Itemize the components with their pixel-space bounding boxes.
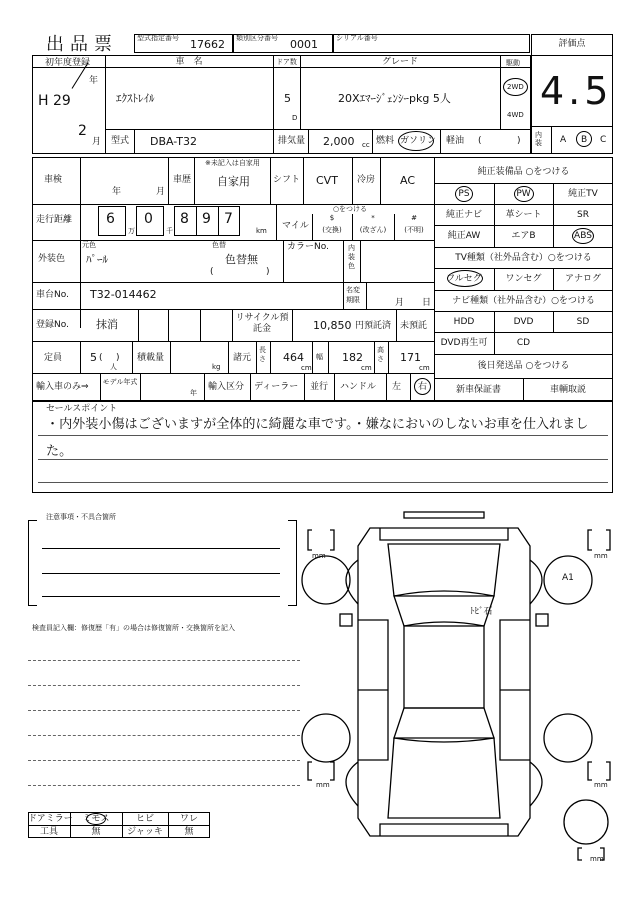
score-value: 4.5 [540,69,613,113]
doc-warranty: 新車保証書 [455,385,501,395]
opt-airbag: エアB [511,231,536,241]
width-unit: cm [361,364,372,372]
fuel-gas: ガソリン [400,136,437,146]
jack-value: 無 [184,827,194,837]
class-no-label: 類別区分番号 [236,34,278,42]
tv-oneseg: ワンセグ [505,274,542,284]
mileage-d2: 0 [144,211,153,227]
drive-label: 駆動 [506,59,520,67]
serial-label: シリアル番号 [336,34,378,42]
load-label: 積載量 [137,353,165,363]
mileage-unknown: (不明) [404,226,424,234]
factory-options-title: 純正装備品 ○をつける [477,167,570,177]
opt-navi: 純正ナビ [445,210,482,220]
mileage-sen: 千 [166,227,173,235]
color-no-label: カラーNo. [287,242,329,252]
doors-value: 5 [284,92,291,105]
model-no-value: 17662 [190,38,225,51]
mirror-crack: ヒビ [135,814,154,824]
mileage-dollar: $ [329,214,335,222]
mileage-d1: 6 [106,211,115,227]
fuel-paren-open: ( [478,136,482,146]
import-label: 輸入車のみ⇒ [36,382,89,392]
navi-sd: SD [576,317,590,327]
width-label: 幅 [316,353,323,361]
tools-label: 工具 [39,827,58,837]
mm-rear-right: mm [594,781,608,789]
mm-rear-left: mm [316,781,330,789]
expiry-label: 名変期限 [346,286,360,304]
sales-point-line1: ・内外装小傷はございますが全体的に綺麗な車です。・嫌なにおいのしないお車を仕入れまし [46,417,589,432]
orig-color-value: ﾊﾟｰﾙ [86,253,108,266]
length-label: 長さ [259,346,266,363]
mm-front-left: mm [312,552,326,560]
ac-value: AC [400,174,416,187]
dvd-playable: DVD再生可 [440,338,488,348]
opt-pw: PW [516,189,531,199]
chassis-label: 車台No. [36,290,69,300]
sales-point-line2: た。 [46,444,73,459]
mileage-exchange: (交換) [322,226,342,234]
first-reg-label: 初年度登録 [45,58,91,68]
caution-bracket-right [288,520,297,606]
docs-title: 後日発送品 ○をつける [477,361,570,371]
mileage-label: 走行距離 [36,215,73,225]
interior-grade-c: C [600,135,607,145]
orig-color-label: 元色 [82,241,96,249]
mileage-d3: 8 [180,211,189,227]
caution-label: 注意事項・不具合箇所 [46,513,116,521]
repaint-value: 色替無 [225,253,258,266]
recycle-paid: 円預託済 [355,321,392,331]
interior-grade-a: A [560,135,567,145]
mileage-circle-note: ○をつける [332,205,368,213]
import-dealer: ディーラー [254,382,299,392]
import-parallel: 並行 [310,382,329,392]
height-unit: cm [419,364,430,372]
int-color-label: 内装色 [348,244,355,270]
history-note: ※未記入は自家用 [205,159,260,167]
doors-label: ドア数 [276,58,297,66]
opt-abs: ABS [574,231,592,241]
recycle-unpaid: 未預託 [400,321,428,331]
opt-tv: 純正TV [568,189,598,199]
first-reg-month: 2 [78,123,87,139]
tools-value: 無 [91,827,101,837]
import-class-label: 輸入区分 [208,382,245,392]
damage-a1: A1 [562,573,574,583]
displacement-label: 排気量 [278,136,306,146]
chassis-value: T32-014462 [90,288,157,301]
mileage-hash: # [411,214,417,222]
navi-title: ナビ種類（社外品含む）○をつける [452,296,595,306]
repaint-paren-close: ) [266,267,270,277]
first-reg-month-unit: 月 [92,137,102,147]
handle-left: 左 [392,382,402,392]
door-suffix: D [292,114,298,122]
damage-stone-chip: ﾄﾋﾞ石 [470,607,493,617]
history-value: 自家用 [217,175,250,188]
capacity-label: 定員 [44,353,63,363]
mileage-mile: マイル [282,221,309,231]
fuel-label: 燃料 [376,136,395,146]
interior-label: 内装 [535,131,542,147]
length-value: 464 [283,351,304,364]
expiry-month: 月 [395,298,405,308]
handle-label: ハンドル [340,382,377,392]
mileage-km: km [256,227,267,235]
mm-spare: mm [590,855,604,863]
expiry-day: 日 [422,298,432,308]
shift-value: CVT [316,174,338,187]
drive-4wd: 4WD [507,111,524,119]
caution-bracket-left [28,520,37,606]
inspector-label: 検査員記入欄：修復歴「有」の場合は修復箇所・交換箇所を記入 [32,624,235,632]
mileage-modified: (改ざん) [359,226,387,234]
mileage-man: 万 [128,227,135,235]
inspection-year-unit: 年 [112,187,122,197]
type-label: 型式 [111,136,130,146]
opt-aw: 純正AW [447,231,481,241]
doc-manual: 車輌取説 [549,385,586,395]
type-value: DBA-T32 [150,135,197,148]
mm-front-right: mm [594,552,608,560]
capacity-paren-close: ) [116,353,120,363]
mirror-break: ワレ [179,814,198,824]
spec-label: 諸元 [233,353,252,363]
color-label: 外装色 [38,254,66,264]
jack-label: ジャッキ [127,827,163,837]
model-no-label: 型式指定番号 [137,34,179,42]
width-value: 182 [342,351,363,364]
grade-label: グレード [381,57,418,67]
navi-dvd: DVD [513,317,534,327]
mirror-label: ドアミラー [28,814,73,824]
capacity-unit: 人 [110,363,117,371]
interior-grade-b: B [581,135,588,145]
recycle-label: リサイクル預託金 [235,313,289,334]
capacity-value: 5 [90,351,97,364]
first-reg-year-unit: 年 [89,76,99,86]
handle-right: 右 [418,382,428,392]
history-label: 車歴 [173,175,192,185]
inspection-month-unit: 月 [156,187,166,197]
repaint-paren-open: ( [210,267,214,277]
tv-analog: アナログ [564,274,601,284]
grade-value: 20Xｴﾏｰｼﾞｪﾝｼｰpkg 5人 [338,92,451,105]
opt-leather: 革シート [505,210,542,220]
sales-point-box [32,401,613,493]
reg-no-label: 登録No. [36,320,69,330]
navi-cd: CD [516,338,531,348]
height-label: 高さ [377,346,384,363]
drive-2wd: 2WD [507,83,524,91]
reg-no-value: 抹消 [96,318,118,331]
ac-label: 冷房 [357,175,376,185]
recycle-value: 10,850 [313,319,352,332]
model-year-unit: 年 [190,389,197,397]
class-no-value: 0001 [290,38,318,51]
shift-label: シフト [273,175,301,185]
repaint-label: 色替 [212,241,226,249]
car-damage-diagram [300,500,620,870]
vehicle-name-label: 車 名 [175,57,203,67]
opt-ps: PS [458,189,470,199]
page-title: 出品票 [46,34,118,55]
displacement-value: 2,000 [323,135,355,148]
fuel-light: 軽油 [446,136,465,146]
mileage-d5: 7 [224,211,233,227]
length-unit: cm [301,364,312,372]
mirror-state: ミモス [82,814,110,824]
model-year-label: モデル年式 [102,378,138,386]
score-label: 評価点 [558,39,586,49]
inspection-label: 車検 [44,175,63,185]
height-value: 171 [400,351,421,364]
opt-sr: SR [577,210,589,220]
mileage-star: * [371,214,375,222]
vehicle-name: ｴｸｽﾄﾚｲﾙ [116,92,155,105]
tv-fullseg: フルセグ [446,274,482,284]
displacement-unit: cc [362,141,370,149]
capacity-paren-open: ( [99,353,103,363]
load-unit: kg [212,363,221,371]
tv-title: TV種類（社外品含む）○をつける [455,253,592,263]
mileage-d4: 9 [202,211,211,227]
navi-hdd: HDD [453,317,475,327]
fuel-paren-close: ) [517,136,521,146]
sales-point-label: セールスポイント [46,404,118,414]
first-reg-era-year: H 29 [38,93,71,109]
